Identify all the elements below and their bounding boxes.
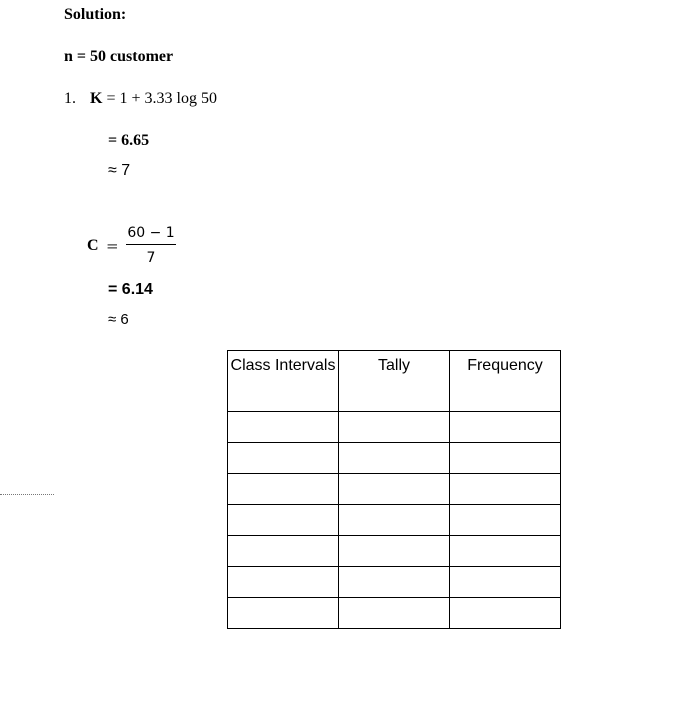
table-row (228, 443, 561, 474)
solution-heading: Solution: (64, 6, 127, 23)
table-row (228, 536, 561, 567)
tally-cell (339, 536, 450, 567)
class-interval-cell (228, 505, 339, 536)
class-count-formula (64, 90, 217, 108)
table-row (228, 474, 561, 505)
sample-size-line: n = 50 customer (64, 48, 174, 65)
table-row (228, 505, 561, 536)
fraction-bar (126, 244, 176, 245)
frequency-cell (450, 412, 561, 443)
c-value-exact: = 6.14 (108, 281, 153, 298)
class-interval-cell (228, 598, 339, 629)
k-value-rounded: ≈ 7 (108, 162, 131, 179)
tally-cell (339, 598, 450, 629)
list-number: 1. (64, 90, 76, 107)
c-variable: C (87, 237, 99, 254)
frequency-cell (450, 598, 561, 629)
table-row (228, 598, 561, 629)
tally-cell (339, 474, 450, 505)
table-row (228, 412, 561, 443)
frequency-cell (450, 536, 561, 567)
class-interval-cell (228, 567, 339, 598)
header-tally: Tally (339, 351, 450, 412)
table-header-row (228, 351, 561, 412)
k-variable: K (90, 90, 103, 107)
frequency-cell (450, 443, 561, 474)
frequency-cell (450, 505, 561, 536)
tally-cell (339, 443, 450, 474)
k-expression: = 1 + 3.33 log 50 (106, 90, 217, 107)
table-row (228, 567, 561, 598)
dotted-divider (0, 494, 54, 495)
class-interval-cell (228, 412, 339, 443)
table-body (228, 412, 561, 629)
class-interval-cell (228, 443, 339, 474)
frequency-cell (450, 567, 561, 598)
k-value-exact: = 6.65 (108, 132, 150, 149)
c-equals-sign: = (106, 237, 119, 255)
class-width-fraction (126, 225, 176, 266)
fraction-denominator: 7 (146, 250, 156, 266)
tally-cell (339, 567, 450, 598)
class-interval-cell (228, 474, 339, 505)
frequency-table (227, 350, 561, 629)
header-class-intervals: Class Intervals (228, 351, 339, 412)
fraction-numerator: 60 − 1 (127, 225, 175, 241)
tally-cell (339, 412, 450, 443)
class-interval-cell (228, 536, 339, 567)
c-value-rounded: ≈ 6 (108, 311, 129, 328)
frequency-cell (450, 474, 561, 505)
header-frequency: Frequency (450, 351, 561, 412)
tally-cell (339, 505, 450, 536)
